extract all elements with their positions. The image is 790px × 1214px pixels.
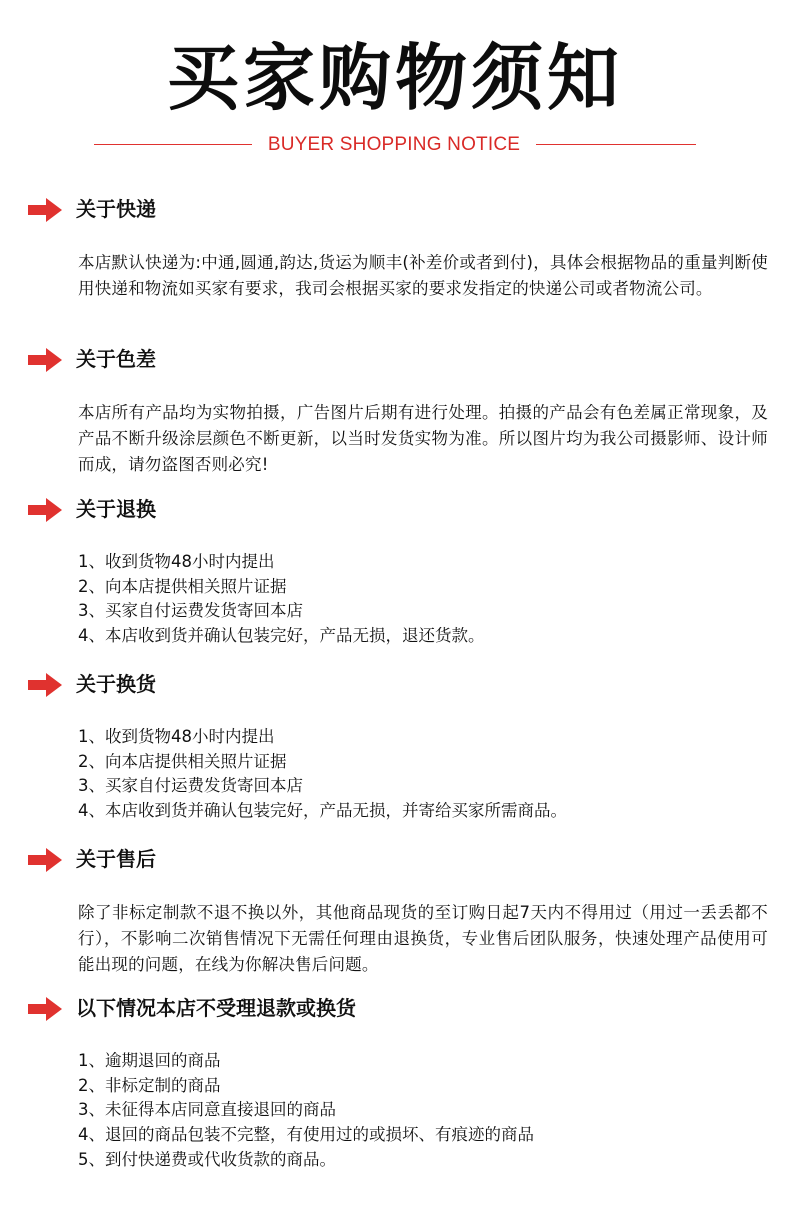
section-body: [78, 900, 768, 978]
list-item: 4、退回的商品包装不完整，有使用过的或损坏、有痕迹的商品: [78, 1125, 534, 1145]
page-title: 买家购物须知: [166, 36, 623, 120]
section-heading: [28, 492, 768, 528]
section-paragraph: 除了非标定制款不退不换以外，其他商品现货的至订购日起7天内不得用过（用过一丢丢都不行），不影响二次销售情况下无需任何理由退换货，专业售后团队服务，快速处理产品使用可能出现的问题，在线为你解决售后问题。: [78, 903, 768, 974]
list-item: 2、向本店提供相关照片证据: [78, 751, 287, 771]
red-arrow-icon: [28, 498, 62, 522]
section-list: [78, 550, 768, 649]
section-list: [78, 1049, 768, 1173]
list-item: 5、到付快递费或代收货款的商品。: [78, 1149, 336, 1169]
section-paragraph: 本店所有产品均为实物拍摄，广告图片后期有进行处理。拍摄的产品会有色差属正常现象，及产品不断升级涂层颜色不断更新，以当时发货实物为准。所以图片均为我公司摄影师、设计师而成，请勿盗图否则必究!: [78, 403, 768, 474]
page-subtitle: BUYER SHOPPING NOTICE: [267, 134, 521, 155]
red-arrow-icon: [28, 348, 62, 372]
section-heading: [28, 991, 768, 1027]
section-body: [78, 550, 768, 649]
section-list: [78, 725, 768, 824]
section-heading-text: 关于售后: [76, 847, 156, 871]
list-item: 4、本店收到货并确认包装完好，产品无损，退还货款。: [78, 626, 485, 646]
list-item: 2、向本店提供相关照片证据: [78, 576, 287, 596]
section-body: [78, 725, 768, 824]
list-item: 3、买家自付运费发货寄回本店: [78, 776, 303, 796]
section-heading: [28, 342, 768, 378]
section-body: [78, 1049, 768, 1173]
divider-right: [536, 144, 696, 145]
section-heading-text: 关于换货: [76, 672, 156, 696]
divider-left: [94, 144, 252, 145]
list-item: 1、逾期退回的商品: [78, 1051, 221, 1070]
red-arrow-icon: [28, 848, 62, 872]
section-heading: [28, 192, 768, 228]
red-arrow-icon: [28, 997, 62, 1021]
red-arrow-icon: [28, 198, 62, 222]
section-body: [78, 400, 768, 478]
list-item: 3、未征得本店同意直接退回的商品: [78, 1100, 336, 1120]
section-heading-text: 关于快递: [76, 197, 156, 221]
red-arrow-icon: [28, 673, 62, 697]
subtitle-row: [0, 132, 790, 158]
section-heading: [28, 667, 768, 703]
list-item: 3、买家自付运费发货寄回本店: [78, 601, 303, 621]
list-item: 1、收到货物48小时内提出: [78, 727, 275, 746]
list-item: 1、收到货物48小时内提出: [78, 552, 275, 571]
section-body: [78, 250, 768, 302]
list-item: 4、本店收到货并确认包装完好，产品无损，并寄给买家所需商品。: [78, 801, 567, 821]
section-heading: [28, 842, 768, 878]
section-heading-text: 关于色差: [76, 347, 156, 371]
section-heading-text: 关于退换: [76, 497, 156, 521]
section-heading-text: 以下情况本店不受理退款或换货: [76, 996, 356, 1020]
section-paragraph: 本店默认快递为:中通,圆通,韵达,货运为顺丰(补差价或者到付)，具体会根据物品的重量判断使用快递和物流如买家有要求，我司会根据买家的要求发指定的快递公司或者物流公司。: [78, 253, 768, 298]
list-item: 2、非标定制的商品: [78, 1075, 221, 1095]
